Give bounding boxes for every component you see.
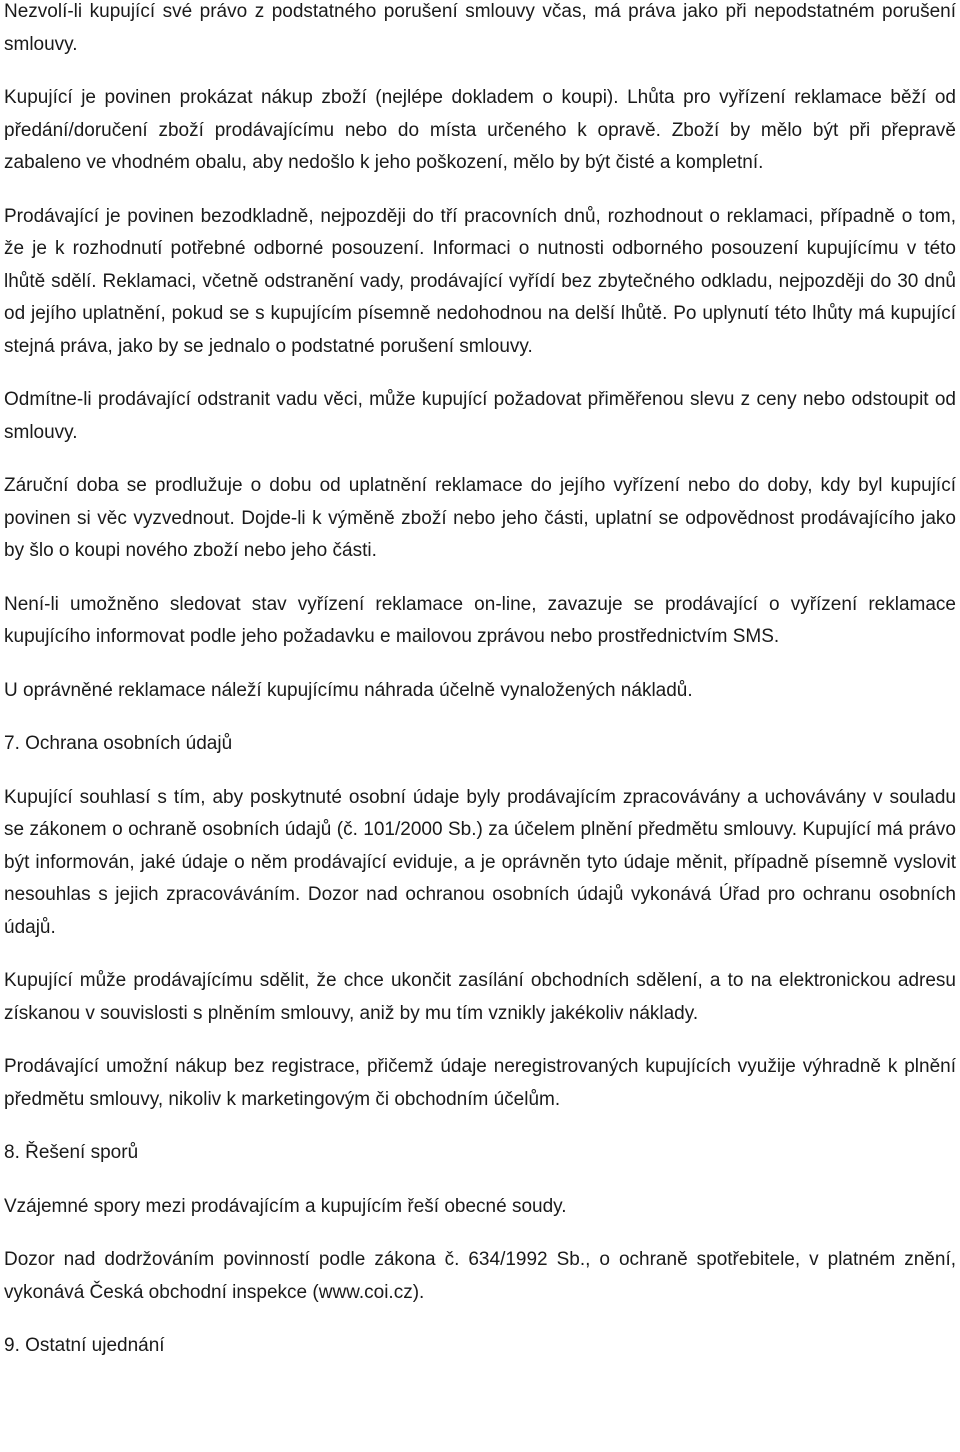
paragraph-substantial-breach: Nezvolí-li kupující své právo z podstatného porušení smlouvy včas, má práva jako při nepodstatném porušení smlouvy. [4,1,956,55]
section-heading-other: 9. Ostatní ujednání [4,1335,165,1356]
paragraph-supervision: Dozor nad dodržováním povinností podle zákona č. 634/1992 Sb., o ochraně spotřebitele, v platném znění, vykonává Česká obchodní inspekce (www.coi.cz). [4,1249,956,1303]
paragraph-costs: U oprávněné reklamace náleží kupujícímu náhrada účelně vynaložených nákladů. [4,679,693,701]
paragraph-courts: Vzájemné spory mezi prodávajícím a kupujícím řeší obecné soudy. [4,1195,567,1217]
paragraph-no-registration: Prodávající umožní nákup bez registrace, přičemž údaje neregistrovaných kupujících využije výhradně k plnění předmětu smlouvy, nikoliv k marketingovým či obchodním účelům. [4,1056,956,1110]
paragraph-seller-decision: Prodávající je povinen bezodkladně, nejpozději do tří pracovních dnů, rozhodnout o reklamaci, případně o tom, že je k rozhodnutí potřebné odborné posouzení. Informaci o nutnosti odborného posouzení kupujícímu v této lhůtě sdělí. Reklamaci, včetně odstranění vady, prodávající vyřídí bez zbytečného odkladu, nejpozději do 30 dnů od jejího uplatnění, pokud se s kupujícím písemně nedohodnou na delší lhůtě. Po uplynutí této lhůty má kupující stejná práva, jako by se jednalo o podstatné porušení smlouvy. [4,205,956,357]
paragraph-warranty-extension: Záruční doba se prodlužuje o dobu od uplatnění reklamace do jejího vyřízení nebo do doby, kdy byl kupující povinen si věc vyzvednout. Dojde-li k výměně zboží nebo jeho části, uplatní se odpovědnost prodávajícího jako by šlo o koupi nového zboží nebo jeho části. [4,475,956,561]
paragraph-unsubscribe: Kupující může prodávajícímu sdělit, že chce ukončit zasílání obchodních sdělení, a to na elektronickou adresu získanou v souvislosti s plněním smlouvy, aniž by mu tím vznikly jakékoliv náklady. [4,970,956,1024]
section-heading-personal-data: 7. Ochrana osobních údajů [4,733,233,754]
paragraph-online-status: Není-li umožněno sledovat stav vyřízení reklamace on-line, zavazuje se prodávající o vyřízení reklamace kupujícího informovat podle jeho požadavku e mailovou zprávou nebo prostřednictvím SMS. [4,593,956,647]
section-heading-disputes: 8. Řešení sporů [4,1142,139,1163]
paragraph-data-consent: Kupující souhlasí s tím, aby poskytnuté osobní údaje byly prodávajícím zpracovávány a uchovávány v souladu se zákonem o ochraně osobních údajů (č. 101/2000 Sb.) za účelem plnění předmětu smlouvy. Kupující má právo být informován, jaké údaje o něm prodávající eviduje, a je oprávněn tyto údaje měnit, případně písemně vyslovit nesouhlas s jejich zpracováváním. Dozor nad ochranou osobních údajů vykonává Úřad pro ochranu osobních údajů. [4,786,956,938]
paragraph-refusal: Odmítne-li prodávající odstranit vadu věci, může kupující požadovat přiměřenou slevu z ceny nebo odstoupit od smlouvy. [4,389,956,443]
paragraph-proof-of-purchase: Kupující je povinen prokázat nákup zboží (nejlépe dokladem o koupi). Lhůta pro vyřízení reklamace běží od předání/doručení zboží prodávajícímu nebo do místa určeného k opravě. Zboží by mělo být při přepravě zabaleno ve vhodném obalu, aby nedošlo k jeho poškození, mělo by být čisté a kompletní. [4,87,956,173]
